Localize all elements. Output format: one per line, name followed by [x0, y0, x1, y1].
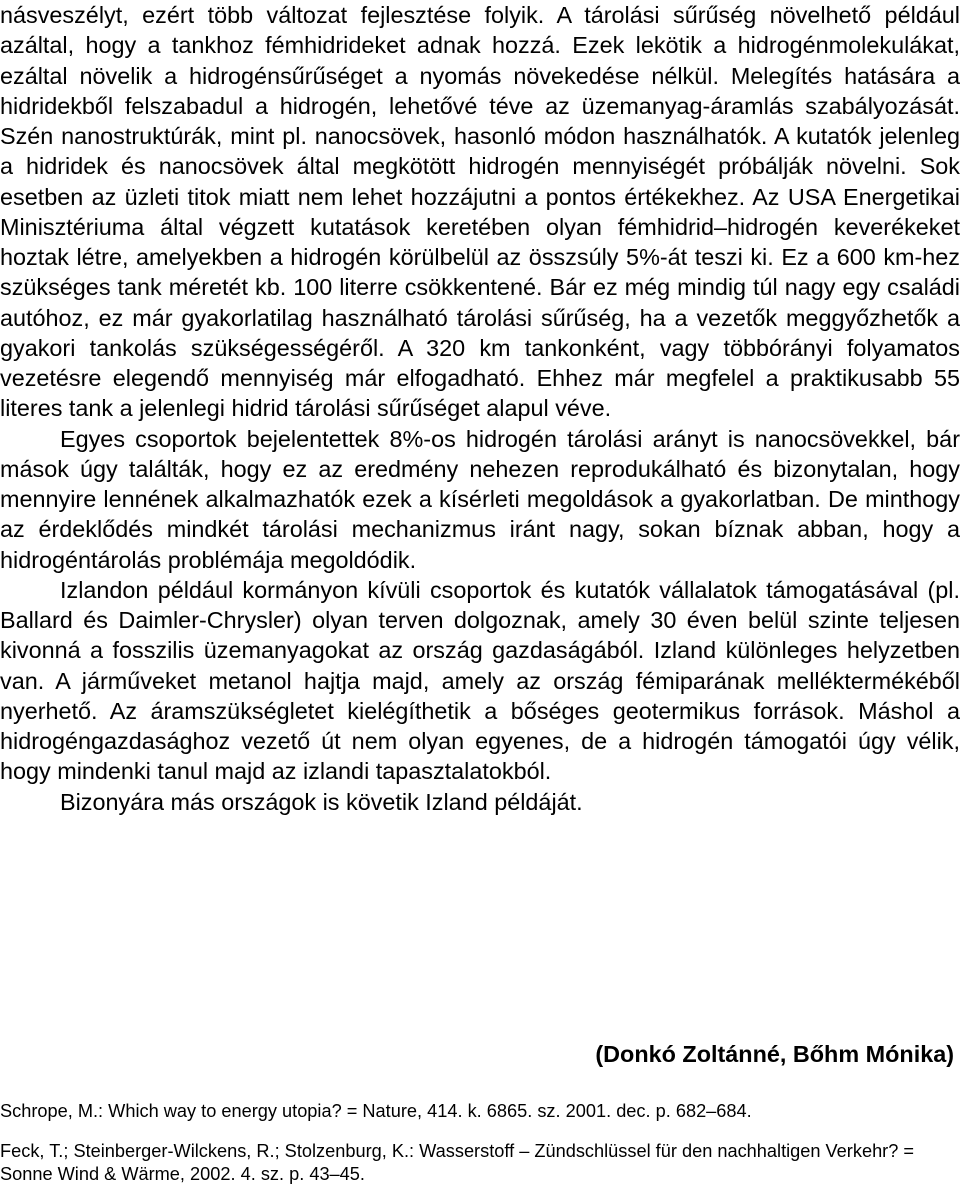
- reference-item: Schrope, M.: Which way to energy utopia? = Nature, 414. k. 6865. sz. 2001. dec. p. 682–684.: [0, 1101, 752, 1121]
- author-signature: (Donkó Zoltánné, Bőhm Mónika): [595, 1041, 954, 1067]
- paragraph-continuation: násveszélyt, ezért több változat fejlesztése folyik. A tárolási sűrűség növelhető például azáltal, hogy a tankhoz fémhidrideket adnak hozzá. Ezek lekötik a hidrogénmolekulákat, ezáltal növelik a hidrogénsűrűséget a nyomás növekedése nélkül. Melegítés hatására a hidridekből felszabadul a hidrogén, lehetővé téve az üzemanyag-áramlás szabályozását. Szén nanostruktúrák, mint pl. nanocsövek, hasonló módon használhatók. A kutatók jelenleg a hidridek és nanocsövek által megkötött hidrogén mennyiségét próbálják növelni. Sok esetben az üzleti titok miatt nem lehet hozzájutni a pontos értékekhez. Az USA Energetikai Minisztériuma által végzett kutatások keretében olyan fémhidrid–hidrogén keverékeket hoztak létre, amelyekben a hidrogén körülbelül az összsúly 5%-át teszi ki. Ez a 600 km-hez szükséges tank méretét kb. 100 literre csökkentené. Bár ez még mindig túl nagy egy családi autóhoz, ez már gyakorlatilag használható tárolási sűrűség, ha a vezetők meggyőzhetők a gyakori tankolás szükségességéről. A 320 km tankonként, vagy többórányi folyamatos vezetésre elegendő mennyiség már elfogadható. Ehhez már megfelel a praktikusabb 55 literes tank a jelenlegi hidrid tárolási sűrűséget alapul véve.: [0, 2, 960, 422]
- reference-item: Feck, T.; Steinberger-Wilckens, R.; Stolzenburg, K.: Wasserstoff – Zündschlüssel für den nachhaltigen Verkehr? = Sonne Wind & Wärme, 2002. 4. sz. p. 43–45.: [0, 1141, 915, 1184]
- paragraph-nanotubes: Egyes csoportok bejelentettek 8%-os hidrogén tárolási arányt is nanocsövekkel, bár mások úgy találták, hogy ez az eredmény nehezen reprodukálható és bizonytalan, hogy mennyire lennének alkalmazhatók ezek a kísérleti megoldások a gyakorlatban. De minthogy az érdeklődés mindkét tárolási mechanizmus iránt nagy, sokan bíznak abban, hogy a hidrogéntárolás problémája megoldódik.: [0, 425, 960, 573]
- paragraph-iceland: Izlandon például kormányon kívüli csoportok és kutatók vállalatok támogatásával (pl. Ballard és Daimler-Chrysler) olyan terven dolgoznak, amely 30 éven belül szinte teljesen kivonná a fosszilis üzemanyagokat az ország gazdaságából. Izland különleges helyzetben van. A járműveket metanol hajtja majd, amely az ország fémiparának melléktermékéből nyerhető. Az áramszükségletet kielégíthetik a bőséges geotermikus források. Máshol a hidrogéngazdasághoz vezető út nem olyan egyenes, de a hidrogén támogatói úgy vélik, hogy mindenki tanul majd az izlandi tapasztalatokból.: [0, 576, 960, 785]
- paragraph-closing: Bizonyára más országok is követik Izland példáját.: [60, 788, 583, 815]
